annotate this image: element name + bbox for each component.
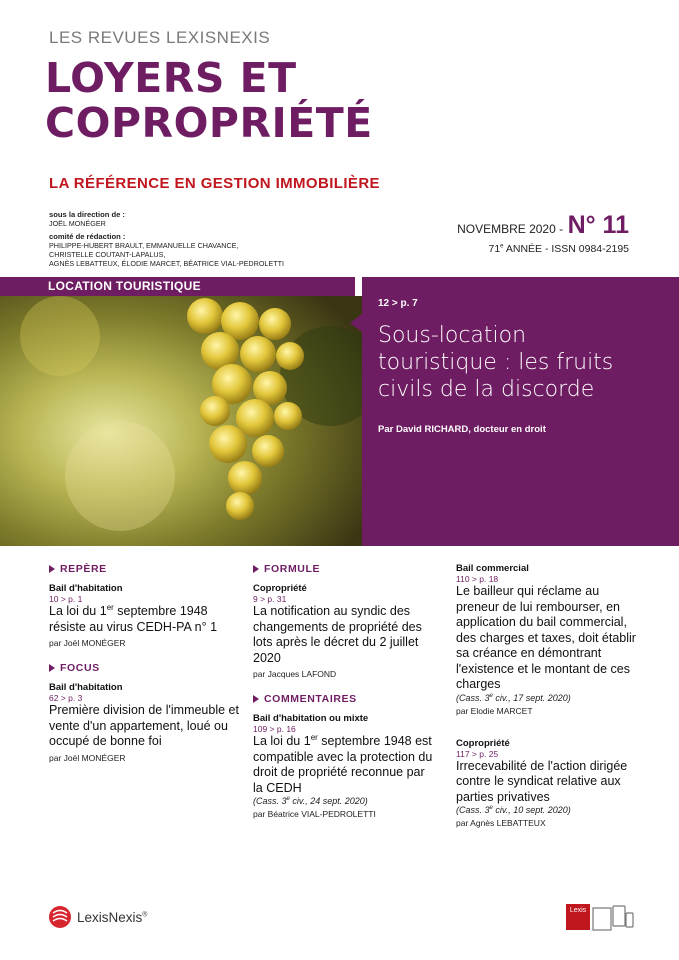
section-header-commentaires: COMMENTAIRES bbox=[253, 693, 433, 705]
article-ref: 10 > p. 1 bbox=[49, 594, 83, 604]
lexisnexis-logo bbox=[48, 905, 147, 929]
article-citation: (Cass. 3e civ., 10 sept. 2020) bbox=[456, 805, 571, 815]
cover-photo bbox=[0, 296, 362, 546]
title-line-1: LOYERS ET bbox=[45, 54, 297, 102]
article-title: Le bailleur qui réclame au preneur de lui rembourser, en application du bail commercial, des charges et taxes, doit établir sa créance en démontrant l'existence et le montant de ces charges bbox=[456, 584, 636, 691]
article-ref: 109 > p. 16 bbox=[253, 724, 296, 734]
journal-subtitle: LA RÉFÉRENCE EN GESTION IMMOBILIÈRE bbox=[49, 175, 380, 192]
issue-number: N° 11 bbox=[567, 211, 629, 239]
article-ref: 62 > p. 3 bbox=[49, 693, 83, 703]
arrow-icon bbox=[49, 664, 55, 672]
feature-author: Par David RICHARD, docteur en droit bbox=[378, 424, 546, 435]
section-header-focus: FOCUS bbox=[49, 662, 239, 674]
series-name: LES REVUES LEXISNEXIS bbox=[49, 28, 271, 47]
article-title: Première division de l'immeuble et vente d'un appartement, loué ou occupé de bonne foi bbox=[49, 703, 239, 748]
article-ref: 117 > p. 25 bbox=[456, 748, 499, 759]
article-title: La loi du 1er septembre 1948 est compatible avec la protection du droit de propriété reconnue par la CEDH bbox=[253, 732, 433, 795]
feature-panel bbox=[362, 277, 679, 546]
grapes-image bbox=[0, 296, 362, 546]
arrow-icon bbox=[253, 565, 259, 573]
article-author: par Agnès LEBATTEUX bbox=[456, 818, 546, 828]
title-line-2: COPROPRIÉTÉ bbox=[45, 99, 373, 147]
article-category: Bail commercial bbox=[456, 563, 529, 574]
journal-title bbox=[45, 56, 465, 146]
lexis-badge: Lexis bbox=[566, 904, 590, 930]
issue-year: 71e ANNÉE - ISSN 0984-2195 bbox=[488, 243, 629, 255]
article-author: par Joël MONÉGER bbox=[49, 638, 126, 648]
issue-date: NOVEMBRE 2020 - bbox=[457, 222, 564, 236]
article-author: par Joël MONÉGER bbox=[49, 752, 126, 763]
arrow-icon bbox=[49, 565, 55, 573]
article-author: par Jacques LAFOND bbox=[253, 669, 337, 679]
article-ref: 9 > p. 31 bbox=[253, 594, 287, 604]
article-title: Irrecevabilité de l'action dirigée contre le syndicat relative aux parties privatives bbox=[456, 758, 628, 804]
direction-label: sous la direction de : bbox=[49, 210, 125, 219]
article-citation: (Cass. 3e civ., 24 sept. 2020) bbox=[253, 796, 368, 806]
section-header-repere: REPÈRE bbox=[49, 563, 239, 575]
devices-icon bbox=[592, 905, 634, 933]
feature-ref: 12 > p. 7 bbox=[378, 298, 418, 309]
issue-info bbox=[457, 211, 629, 255]
article-category: Bail d'habitation ou mixte bbox=[253, 713, 369, 724]
section-banner bbox=[0, 277, 355, 296]
committee-line: PHILIPPE-HUBERT BRAULT, EMMANUELLE CHAVANCE, bbox=[49, 241, 239, 250]
article-category: Bail d'habitation bbox=[49, 583, 123, 594]
article-category: Copropriété bbox=[253, 583, 307, 594]
column-1 bbox=[49, 563, 239, 763]
article-title: La notification au syndic des changements de propriété des lots après le décret du 2 juillet 2020 bbox=[253, 604, 422, 665]
section-header-formule: FORMULE bbox=[253, 563, 433, 575]
editorial-board bbox=[49, 210, 284, 268]
article-author: par Elodie MARCET bbox=[456, 705, 533, 716]
banner-label: LOCATION TOURISTIQUE bbox=[48, 279, 201, 293]
article-category: Bail d'habitation bbox=[49, 682, 123, 693]
committee-line: CHRISTELLE COUTANT-LAPALUS, bbox=[49, 250, 166, 259]
logo-icon bbox=[48, 905, 72, 929]
article-category: Copropriété bbox=[456, 737, 510, 749]
director-name: JOËL MONÉGER bbox=[49, 219, 106, 228]
article-ref: 110 > p. 18 bbox=[456, 574, 499, 584]
arrow-icon bbox=[253, 695, 259, 703]
article-citation: (Cass. 3e civ., 17 sept. 2020) bbox=[456, 692, 571, 703]
article-author: par Béatrice VIAL-PEDROLETTI bbox=[253, 809, 376, 819]
committee-label: comité de rédaction : bbox=[49, 232, 126, 241]
brand-name: LexisNexis® bbox=[77, 909, 148, 925]
panel-pointer bbox=[350, 314, 362, 332]
column-3 bbox=[456, 563, 641, 828]
column-2 bbox=[253, 563, 433, 819]
committee-line: AGNÈS LEBATTEUX, ÉLODIE MARCET, BÉATRICE VIAL-PEDROLETTI bbox=[49, 259, 284, 268]
article-title: La loi du 1er septembre 1948 résiste au virus CEDH-PA n° 1 bbox=[49, 602, 218, 634]
feature-title: Sous-location touristique : les fruits civils de la discorde bbox=[378, 323, 614, 402]
